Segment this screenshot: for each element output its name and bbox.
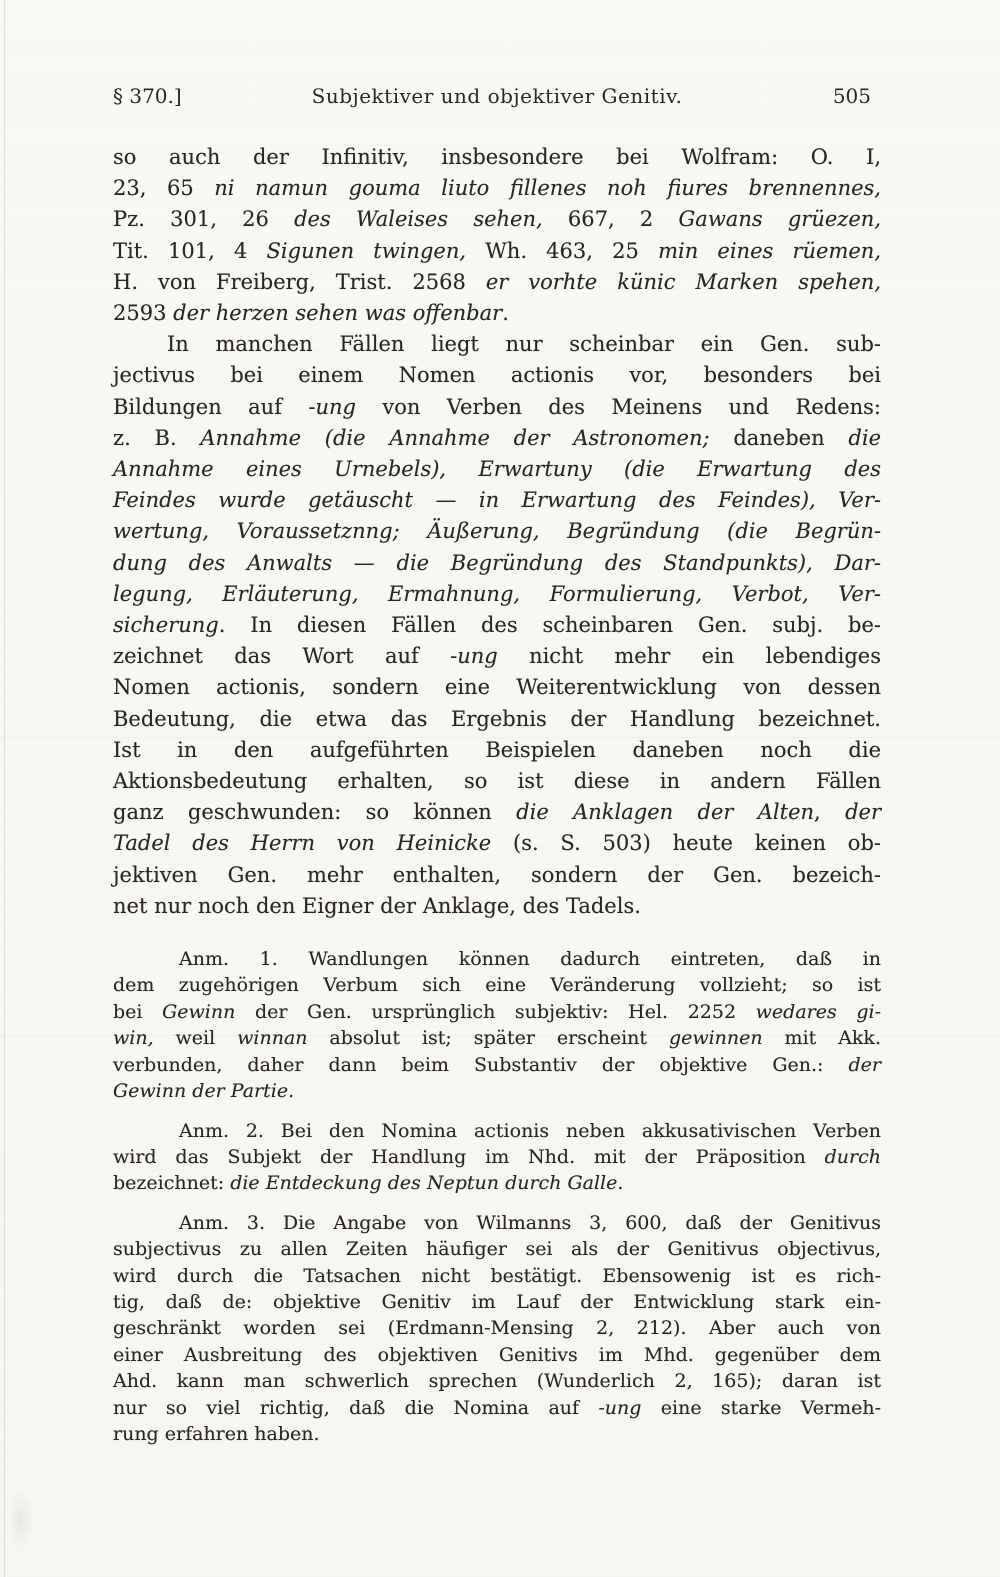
text-line — [113, 329, 881, 360]
text-line — [113, 972, 881, 998]
text-line — [113, 1263, 881, 1289]
running-title: Subjektiver und objektiver Genitiv. — [311, 84, 683, 108]
text-line — [113, 1144, 881, 1170]
scan-artifact-left-edge — [4, 0, 5, 1577]
text-segment: zeichnet das Wort auf - — [113, 644, 458, 669]
text-line — [113, 1395, 881, 1421]
text-segment: Anm. 3. Die Angabe von Wilmanns 3, 600, daß der Genitivus — [179, 1211, 881, 1234]
text-segment: . In diesen Fällen des scheinbaren Gen. subj. be- — [218, 613, 881, 638]
page-number: 505 — [832, 84, 871, 108]
text-segment: 667, 2 — [542, 207, 679, 232]
text-line — [113, 1170, 881, 1196]
text-line — [113, 828, 881, 859]
text-line — [113, 173, 881, 204]
text-line — [113, 392, 881, 423]
italic-text-segment: des Waleises sehen, — [294, 207, 543, 232]
text-segment: so auch der Infinitiv, insbesondere bei Wolfram: O. I, — [113, 145, 881, 169]
text-line — [113, 610, 881, 641]
italic-text-segment: Gewinn der Partie. — [113, 1080, 295, 1103]
text-segment: Tit. 101, 4 — [113, 238, 267, 263]
text-segment: ganz geschwunden: so können — [113, 800, 517, 825]
text-line — [113, 946, 881, 972]
text-line — [113, 1118, 881, 1144]
text-segment: wird das Subjekt der Handlung im Nhd. mit der Präposition — [113, 1145, 825, 1168]
text-line — [113, 1368, 881, 1394]
page-body — [113, 142, 881, 1447]
text-segment: jectivus bei einem Nomen actionis vor, besonders bei — [113, 363, 881, 388]
italic-text-segment: ung — [457, 644, 498, 669]
italic-text-segment: durch — [824, 1145, 881, 1168]
text-line — [113, 516, 881, 547]
text-line — [113, 485, 881, 516]
text-segment: Nomen actionis, sondern eine Weiterentwicklung von dessen — [113, 675, 881, 700]
text-segment: einer Ausbreitung des objektiven Genitivs im Mhd. gegenüber dem — [113, 1343, 881, 1366]
text-segment: Bedeutung, die etwa das Ergebnis der Handlung bezeichnet. — [113, 706, 881, 731]
text-line — [113, 766, 881, 797]
italic-text-segment: gewinnen — [668, 1027, 763, 1050]
main-paragraph — [113, 142, 881, 329]
text-segment: Ist in den aufgeführten Beispielen daneben noch die — [113, 737, 881, 762]
italic-text-segment: dung des Anwalts — die Begründung des Standpunkts), Dar- — [113, 550, 881, 575]
italic-text-segment: Feindes wurde getäuscht — in Erwartung des Feindes), Ver- — [113, 488, 881, 513]
section-reference: § 370.] — [113, 84, 182, 108]
text-segment: . — [502, 301, 509, 326]
text-segment: dem zugehörigen Verbum sich eine Veränderung vollzieht; so ist — [113, 974, 881, 997]
italic-text-segment: Sigunen twingen, — [266, 238, 467, 263]
text-line — [113, 267, 881, 298]
italic-text-segment: -ung — [598, 1396, 642, 1419]
italic-text-segment: die — [848, 425, 881, 450]
italic-text-segment: ung — [315, 394, 356, 419]
running-header — [113, 84, 881, 110]
text-line — [113, 891, 881, 922]
text-segment: Anm. 2. Bei den Nomina actionis neben akkusativischen Verben — [179, 1119, 881, 1142]
text-segment: nur so viel richtig, daß die Nomina auf — [113, 1396, 599, 1419]
text-segment: weil — [153, 1027, 238, 1050]
text-segment: z. B. — [113, 425, 201, 450]
text-segment: (s. S. 503) heute keinen ob- — [491, 831, 881, 856]
text-line — [113, 236, 881, 267]
text-segment: Bildungen auf - — [113, 394, 316, 419]
italic-text-segment: winnan — [237, 1027, 308, 1050]
text-segment: rung erfahren haben. — [113, 1422, 320, 1445]
italic-text-segment: Annahme (die Annahme der Astronomen; — [200, 425, 710, 450]
note-paragraph-2 — [113, 1118, 881, 1197]
text-line — [113, 1342, 881, 1368]
text-line — [113, 797, 881, 828]
italic-text-segment: Annahme eines Urnebels), Erwartuny (die Erwartung des — [113, 457, 881, 482]
text-line — [113, 1289, 881, 1315]
text-line — [113, 1315, 881, 1341]
text-line — [113, 735, 881, 766]
text-line — [113, 860, 881, 891]
text-segment: bezeichnet: — [113, 1172, 231, 1195]
text-segment: mit Akk. — [762, 1027, 881, 1050]
text-segment: wird durch die Tatsachen nicht bestätigt. Ebensowenig ist es rich- — [113, 1264, 881, 1287]
italic-text-segment: Tadel des Herrn von Heinicke — [113, 831, 492, 856]
italic-text-segment: die Entdeckung des Neptun durch Galle. — [230, 1172, 624, 1195]
text-line — [113, 360, 881, 391]
text-segment: subjectivus zu allen Zeiten häufiger sei als der Genitivus objectivus, — [113, 1238, 881, 1261]
italic-text-segment: min eines rüemen, — [658, 238, 882, 263]
italic-text-segment: ni namun gouma liuto fillenes noh fiures brennennes, — [214, 176, 881, 201]
italic-text-segment: er vorhte künic Marken spehen, — [485, 269, 881, 294]
text-segment: jektiven Gen. mehr enthalten, sondern der Gen. bezeich- — [113, 862, 881, 887]
text-line — [113, 999, 881, 1025]
text-segment: Wh. 463, 25 — [466, 238, 659, 263]
text-segment: , — [814, 800, 846, 825]
text-line — [113, 1025, 881, 1051]
text-line — [113, 641, 881, 672]
main-paragraph — [113, 329, 881, 922]
text-segment: net nur noch den Eigner der Anklage, des Tadels. — [113, 893, 641, 918]
text-line — [113, 423, 881, 454]
text-line — [113, 454, 881, 485]
italic-text-segment: der herzen sehen was offenbar — [173, 301, 503, 326]
italic-text-segment: die Anklagen der Alten — [516, 800, 815, 825]
text-line — [113, 1210, 881, 1236]
note-paragraph-1 — [113, 946, 881, 1104]
italic-text-segment: wertung, Voraussetznng; Äußerung, Begründung (die Begrün- — [113, 519, 881, 544]
text-segment: Ahd. kann man schwerlich sprechen (Wunderlich 2, 165); daran ist — [113, 1370, 881, 1393]
text-line — [113, 672, 881, 703]
text-segment: eine starke Vermeh- — [641, 1396, 881, 1419]
italic-text-segment: Gawans grüezen, — [678, 207, 881, 232]
text-segment: 2593 — [113, 301, 174, 326]
italic-text-segment: legung, Erläuterung, Ermahnung, Formulierung, Verbot, Ver- — [113, 581, 881, 606]
text-line — [113, 1052, 881, 1078]
text-segment: der Gen. ursprünglich subjektiv: Hel. 2252 — [235, 1000, 756, 1023]
text-line — [113, 1078, 881, 1104]
text-segment: Aktionsbedeutung erhalten, so ist diese in andern Fällen — [113, 769, 881, 794]
text-segment: In manchen Fällen liegt nur scheinbar ein Gen. sub- — [167, 332, 881, 357]
text-segment: von Verben des Meinens und Redens: — [355, 394, 881, 419]
italic-text-segment: der — [845, 800, 881, 825]
text-segment: verbunden, daher dann beim Substantiv der objektive Gen.: — [113, 1053, 849, 1076]
text-segment: absolut ist; später erscheint — [307, 1027, 669, 1050]
italic-text-segment: wedares gi- — [755, 1000, 881, 1023]
text-segment: tig, daß de: objektive Genitiv im Lauf der Entwicklung stark ein- — [113, 1290, 881, 1313]
text-line — [113, 1421, 881, 1447]
note-paragraph-3 — [113, 1210, 881, 1448]
text-segment: daneben — [709, 425, 849, 450]
text-segment: 23, 65 — [113, 176, 215, 201]
text-line — [113, 204, 881, 235]
text-segment: bei — [113, 1000, 163, 1023]
text-segment: Pz. 301, 26 — [113, 207, 295, 232]
text-segment: Anm. 1. Wandlungen können dadurch eintreten, daß in — [179, 948, 881, 971]
text-segment: geschränkt worden sei (Erdmann-Mensing 2, 212). Aber auch von — [113, 1317, 881, 1340]
italic-text-segment: win, — [113, 1027, 154, 1050]
text-line — [113, 548, 881, 579]
text-line — [113, 298, 881, 329]
italic-text-segment: der — [848, 1053, 881, 1076]
text-line — [113, 142, 881, 173]
scan-artifact-smudge — [8, 1490, 34, 1550]
italic-text-segment: Gewinn — [162, 1000, 236, 1023]
text-line — [113, 1236, 881, 1262]
text-segment: H. von Freiberg, Trist. 2568 — [113, 269, 486, 294]
italic-text-segment: sicherung — [113, 613, 219, 638]
text-line — [113, 704, 881, 735]
text-line — [113, 579, 881, 610]
text-segment: nicht mehr ein lebendiges — [497, 644, 881, 669]
